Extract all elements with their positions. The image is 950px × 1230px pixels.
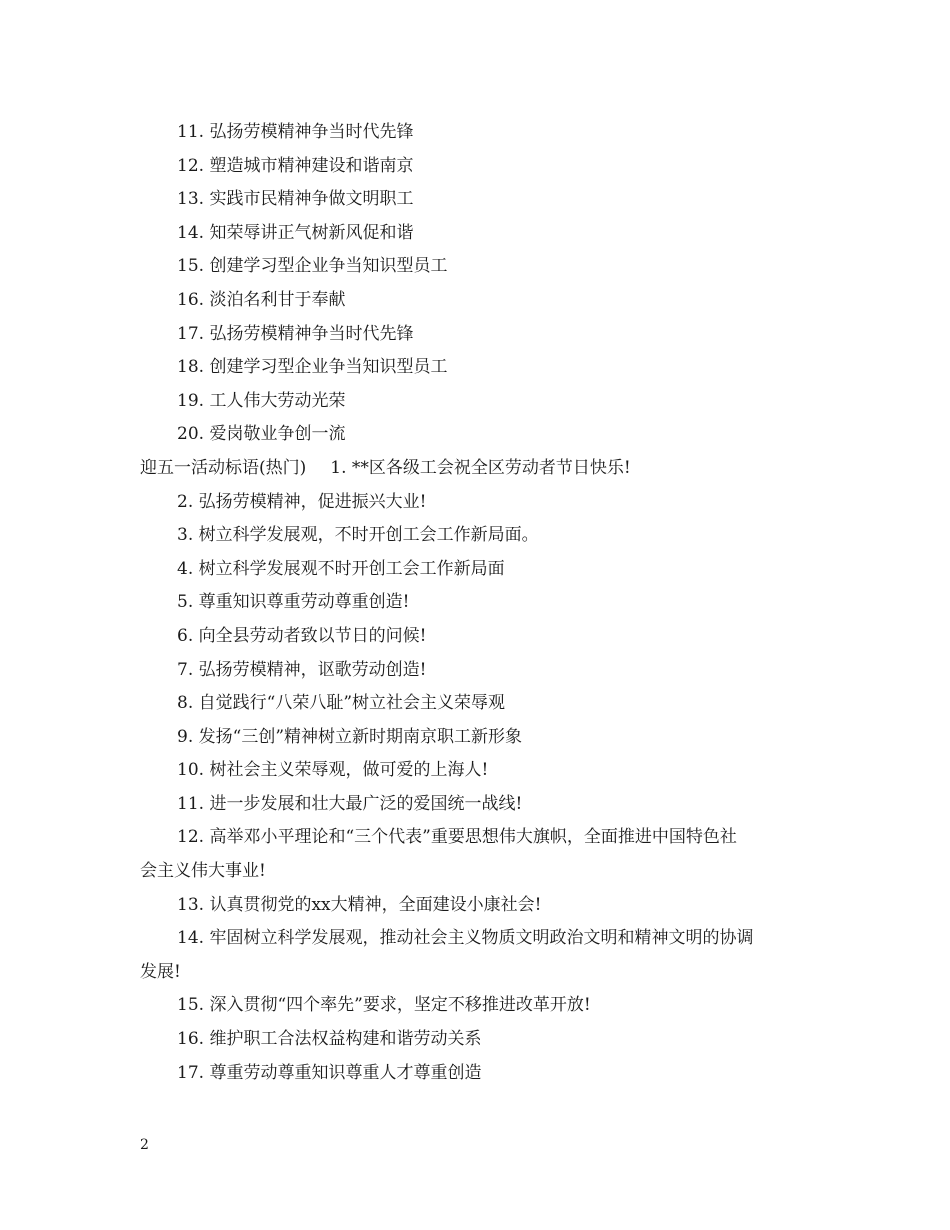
list-item: 5. 尊重知识尊重劳动尊重创造! [177,592,410,613]
list-item: 1. **区各级工会祝全区劳动者节日快乐! [330,457,631,478]
list-item: 6. 向全县劳动者致以节日的问候! [177,625,427,646]
list-item: 4. 树立科学发展观不时开创工会工作新局面 [177,558,505,579]
section-title: 迎五一活动标语(热门) [140,457,307,478]
document-body [140,116,820,1090]
list-item: 15. 深入贯彻“四个率先”要求，坚定不移推进改革开放! [177,995,591,1016]
list-item: 18. 创建学习型企业争当知识型员工 [177,357,448,378]
list-item: 16. 维护职工合法权益构建和谐劳动关系 [177,1029,482,1050]
list-item: 14. 牢固树立科学发展观，推动社会主义物质文明政治文明和精神文明的协调 [177,928,754,949]
list-item: 15. 创建学习型企业争当知识型员工 [177,256,448,277]
section-heading-line [140,452,820,486]
page-number: 2 [140,1137,149,1153]
list-item: 7. 弘扬劳模精神，讴歌劳动创造! [177,659,427,680]
list-item: 13. 认真贯彻党的xx大精神，全面建设小康社会! [177,894,542,915]
list-item: 11. 弘扬劳模精神争当时代先锋 [177,122,414,142]
list-item-continuation: 会主义伟大事业! [140,861,266,882]
list-item: 8. 自觉践行“八荣八耻”树立社会主义荣辱观 [177,693,506,714]
list-item: 9. 发扬“三创”精神树立新时期南京职工新形象 [177,726,523,747]
list-item: 14. 知荣辱讲正气树新风促和谐 [177,222,414,243]
list-item-continuation: 发展! [140,961,181,982]
list-item: 13. 实践市民精神争做文明职工 [177,189,414,210]
list-item: 20. 爱岗敬业争创一流 [177,424,346,445]
list-item: 11. 进一步发展和壮大最广泛的爱国统一战线! [177,793,523,814]
list-item: 3. 树立科学发展观，不时开创工会工作新局面。 [177,525,539,546]
list-item: 17. 弘扬劳模精神争当时代先锋 [177,323,414,344]
list-item: 2. 弘扬劳模精神，促进振兴大业! [177,491,427,512]
list-item: 17. 尊重劳动尊重知识尊重人才尊重创造 [177,1062,482,1083]
list-item: 12. 高举邓小平理论和“三个代表”重要思想伟大旗帜，全面推进中国特色社 [177,827,737,848]
list-item: 12. 塑造城市精神建设和谐南京 [177,155,414,176]
list-item: 16. 淡泊名利甘于奉献 [177,289,346,310]
list-item: 10. 树社会主义荣辱观，做可爱的上海人! [177,760,489,781]
list-item: 19. 工人伟大劳动光荣 [177,390,346,411]
